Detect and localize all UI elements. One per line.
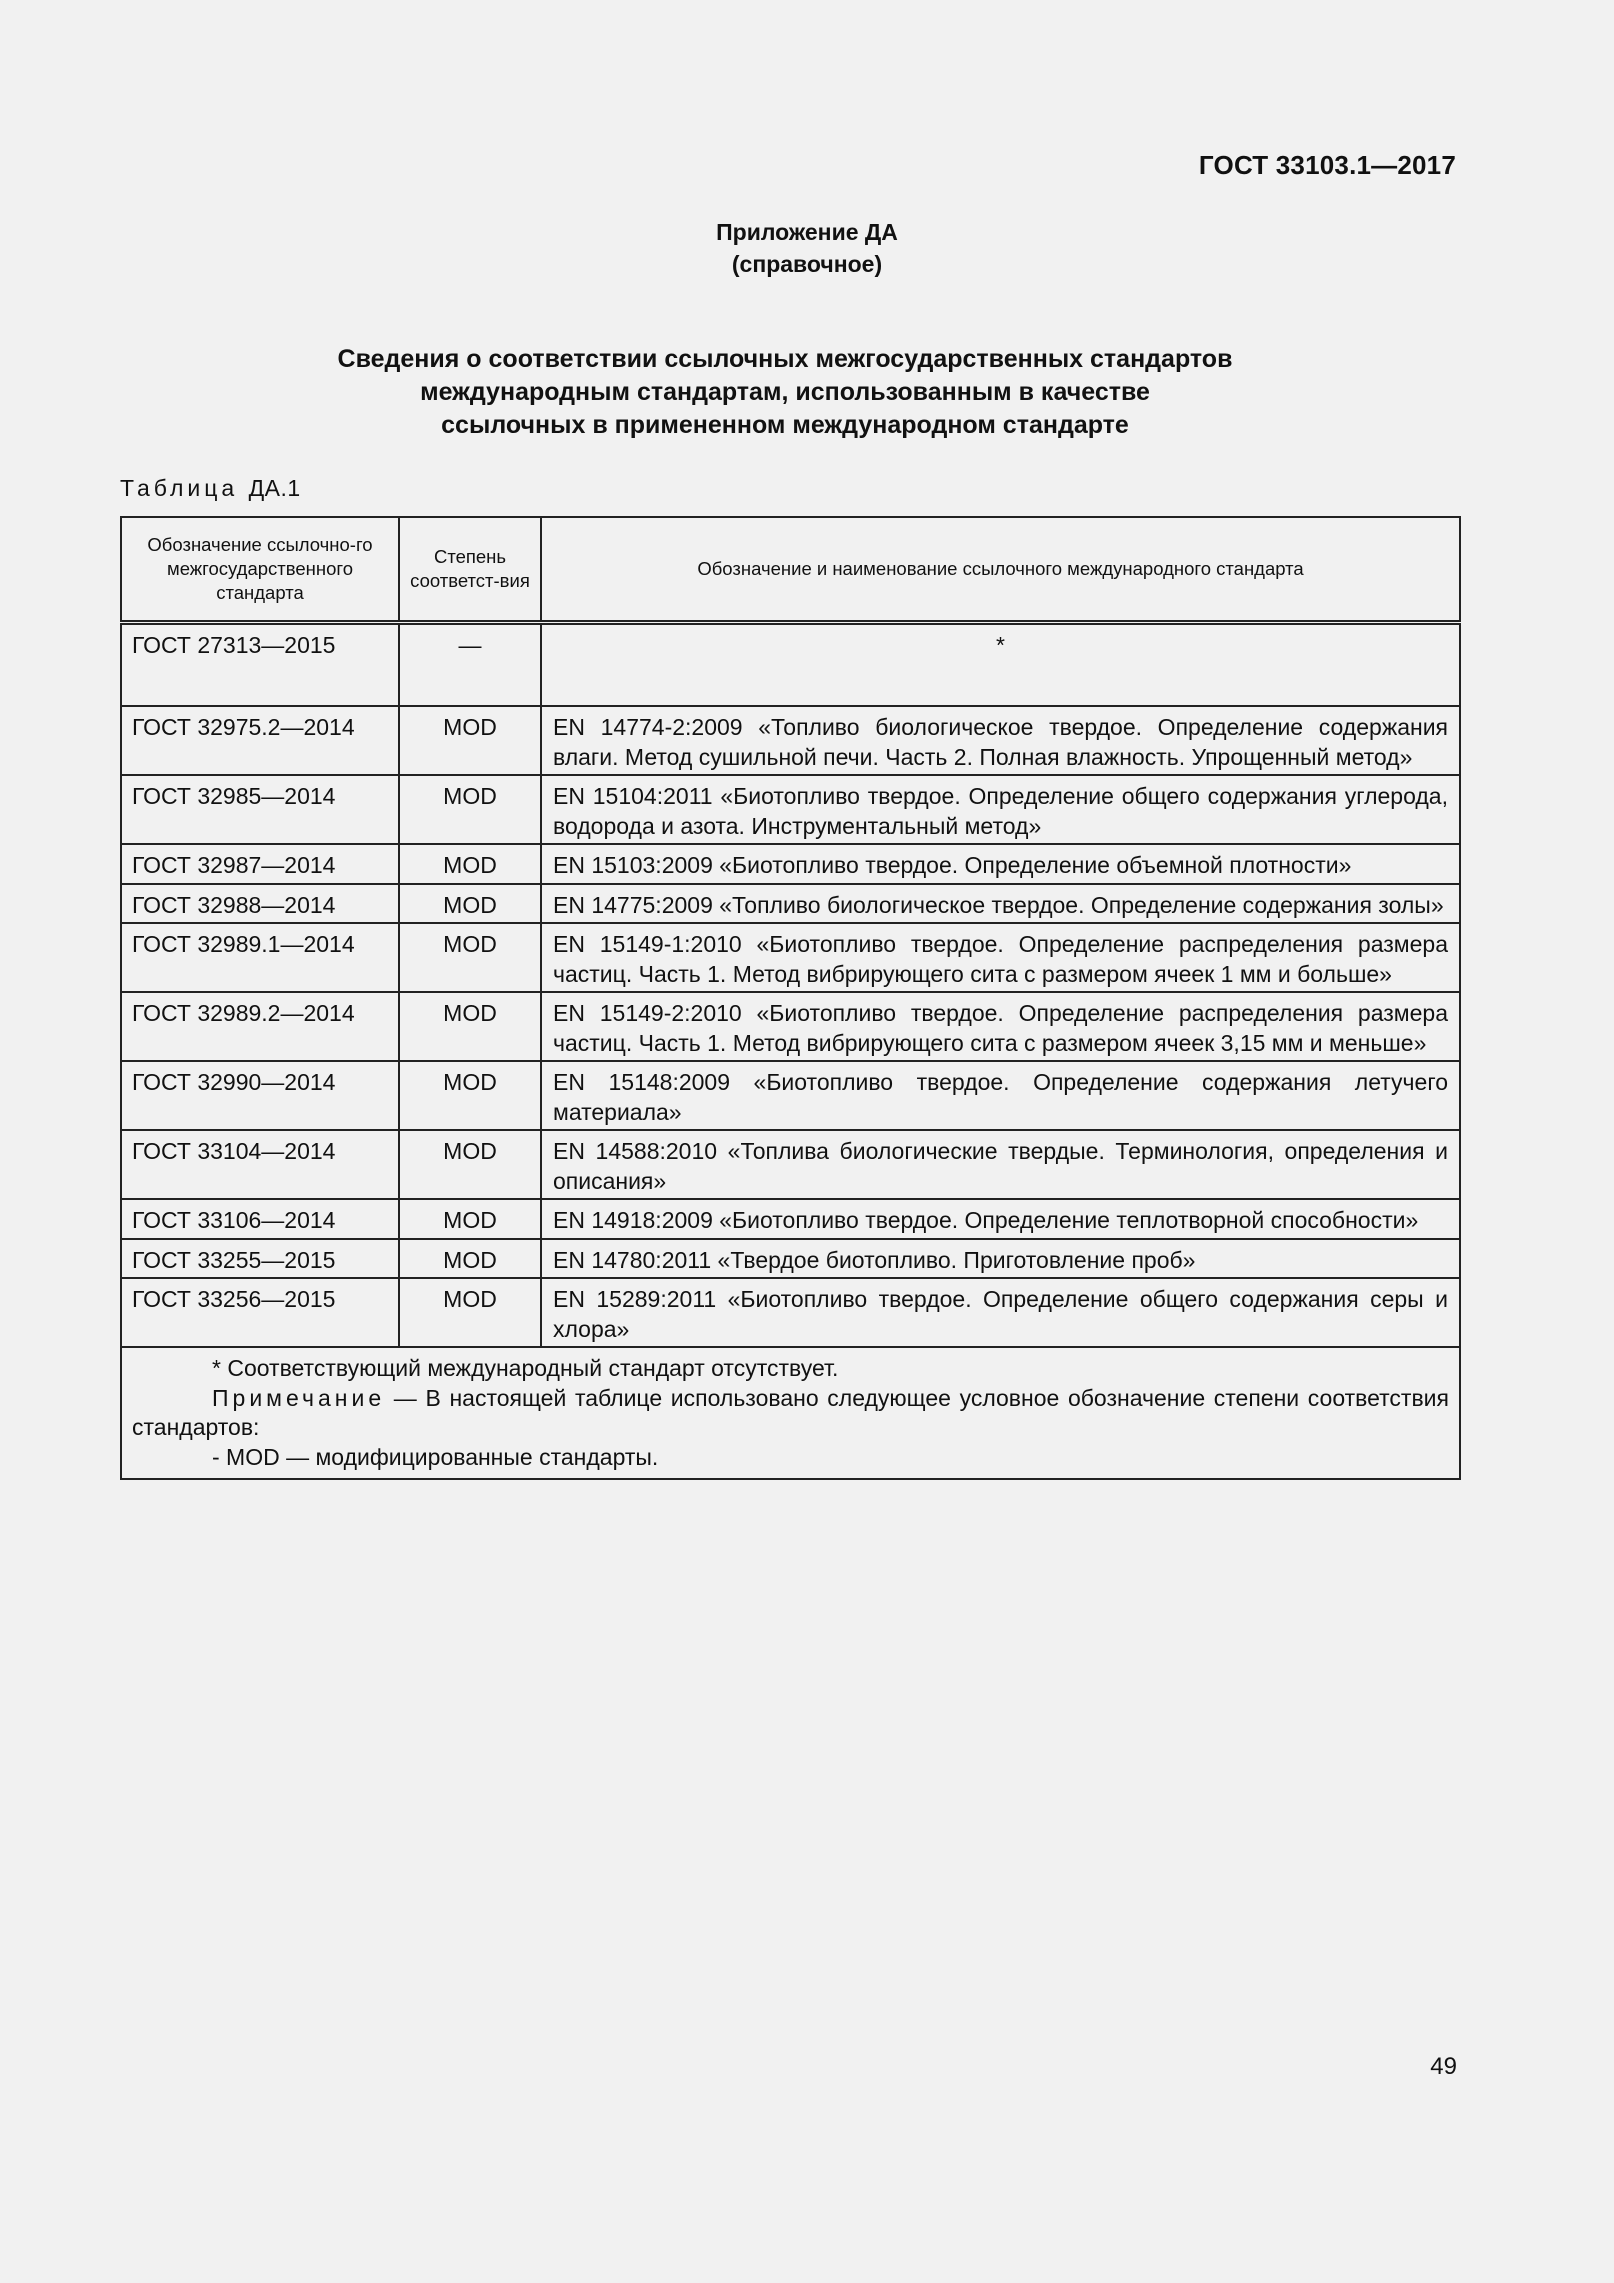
table-row — [121, 775, 1460, 844]
cell-gost: ГОСТ 33255—2015 — [121, 1239, 399, 1279]
legend-entry: - MOD — модифицированные стандарты. — [212, 1443, 659, 1470]
table-row — [121, 1278, 1460, 1347]
cell-gost: ГОСТ 33256—2015 — [121, 1278, 399, 1347]
cell-degree: MOD — [399, 844, 541, 884]
table-header-row — [121, 517, 1460, 623]
cell-gost: ГОСТ 32975.2—2014 — [121, 706, 399, 775]
standards-table — [120, 516, 1461, 1480]
cell-degree: MOD — [399, 1199, 541, 1239]
cell-degree: MOD — [399, 1278, 541, 1347]
footnote: * Соответствующий международный стандарт отсутствует. — [212, 1355, 839, 1381]
cell-gost: ГОСТ 32985—2014 — [121, 775, 399, 844]
table-notes — [121, 1347, 1460, 1479]
page-number: 49 — [1430, 2053, 1457, 2080]
cell-standard-name: * — [541, 623, 1460, 707]
table-row — [121, 1199, 1460, 1239]
cell-standard-name: EN 15149-2:2010 «Биотопливо твердое. Определение распределения размера частиц. Часть 1. Метод вибрирующего сита с размером ячеек 3,15 мм и меньше» — [541, 992, 1460, 1061]
note-label: Примечание — [212, 1384, 386, 1411]
cell-gost: ГОСТ 32989.2—2014 — [121, 992, 399, 1061]
cell-standard-name: EN 15104:2011 «Биотопливо твердое. Определение общего содержания углерода, водорода и азота. Инструментальный метод» — [541, 775, 1460, 844]
cell-gost: ГОСТ 33104—2014 — [121, 1130, 399, 1199]
table-row — [121, 623, 1460, 707]
cell-standard-name: EN 15148:2009 «Биотопливо твердое. Определение содержания летучего материала» — [541, 1061, 1460, 1130]
section-title — [0, 343, 1570, 442]
table-caption-word: Таблица — [120, 475, 239, 501]
cell-standard-name: EN 15103:2009 «Биотопливо твердое. Определение объемной плотности» — [541, 844, 1460, 884]
cell-gost: ГОСТ 33106—2014 — [121, 1199, 399, 1239]
appendix-heading — [0, 216, 1614, 280]
table-row — [121, 992, 1460, 1061]
appendix-subtitle: (справочное) — [731, 251, 883, 277]
cell-gost: ГОСТ 32987—2014 — [121, 844, 399, 884]
table-row — [121, 884, 1460, 924]
cell-standard-name: EN 14774-2:2009 «Топливо биологическое твердое. Определение содержания влаги. Метод сушильной печи. Часть 2. Полная влажность. Упрощенный метод» — [541, 706, 1460, 775]
table-row — [121, 1130, 1460, 1199]
cell-degree: MOD — [399, 992, 541, 1061]
table-notes-row — [121, 1347, 1460, 1479]
note-paragraph — [132, 1384, 1449, 1443]
table-caption-number: ДА.1 — [248, 475, 301, 501]
table-row — [121, 1239, 1460, 1279]
document-code: ГОСТ 33103.1—2017 — [1198, 150, 1456, 180]
cell-degree: MOD — [399, 1061, 541, 1130]
table-row — [121, 923, 1460, 992]
cell-degree: MOD — [399, 1239, 541, 1279]
table-row — [121, 844, 1460, 884]
header-international-standard: Обозначение и наименование ссылочного международного стандарта — [541, 517, 1460, 623]
cell-standard-name: EN 15289:2011 «Биотопливо твердое. Определение общего содержания серы и хлора» — [541, 1278, 1460, 1347]
table-row — [121, 706, 1460, 775]
cell-gost: ГОСТ 32988—2014 — [121, 884, 399, 924]
cell-gost: ГОСТ 32989.1—2014 — [121, 923, 399, 992]
cell-gost: ГОСТ 27313—2015 — [121, 623, 399, 707]
cell-standard-name: EN 14780:2011 «Твердое биотопливо. Приготовление проб» — [541, 1239, 1460, 1279]
cell-degree: MOD — [399, 775, 541, 844]
header-degree: Степень соответст-вия — [399, 517, 541, 623]
section-title-line: ссылочных в примененном международном стандарте — [441, 411, 1129, 439]
table-row — [121, 1061, 1460, 1130]
cell-standard-name: EN 14918:2009 «Биотопливо твердое. Определение теплотворной способности» — [541, 1199, 1460, 1239]
cell-degree: MOD — [399, 706, 541, 775]
cell-degree: MOD — [399, 884, 541, 924]
note-text: — В настоящей таблице использовано следующее условное обозначение степени соответствия стандартов: — [132, 1384, 1449, 1440]
cell-standard-name: EN 14588:2010 «Топлива биологические твердые. Терминология, определения и описания» — [541, 1130, 1460, 1199]
header-gost: Обозначение ссылочно-го межгосударственного стандарта — [121, 517, 399, 623]
cell-standard-name: EN 15149-1:2010 «Биотопливо твердое. Определение распределения размера частиц. Часть 1. Метод вибрирующего сита с размером ячеек 1 мм и больше» — [541, 923, 1460, 992]
table-caption — [120, 475, 301, 502]
section-title-line: Сведения о соответствии ссылочных межгосударственных стандартов — [337, 345, 1233, 373]
section-title-line: международным стандартам, использованным в качестве — [420, 378, 1150, 406]
appendix-title: Приложение ДА — [716, 219, 898, 245]
cell-gost: ГОСТ 32990—2014 — [121, 1061, 399, 1130]
cell-degree: MOD — [399, 923, 541, 992]
cell-degree: MOD — [399, 1130, 541, 1199]
cell-standard-name: EN 14775:2009 «Топливо биологическое твердое. Определение содержания золы» — [541, 884, 1460, 924]
cell-degree: — — [399, 623, 541, 707]
